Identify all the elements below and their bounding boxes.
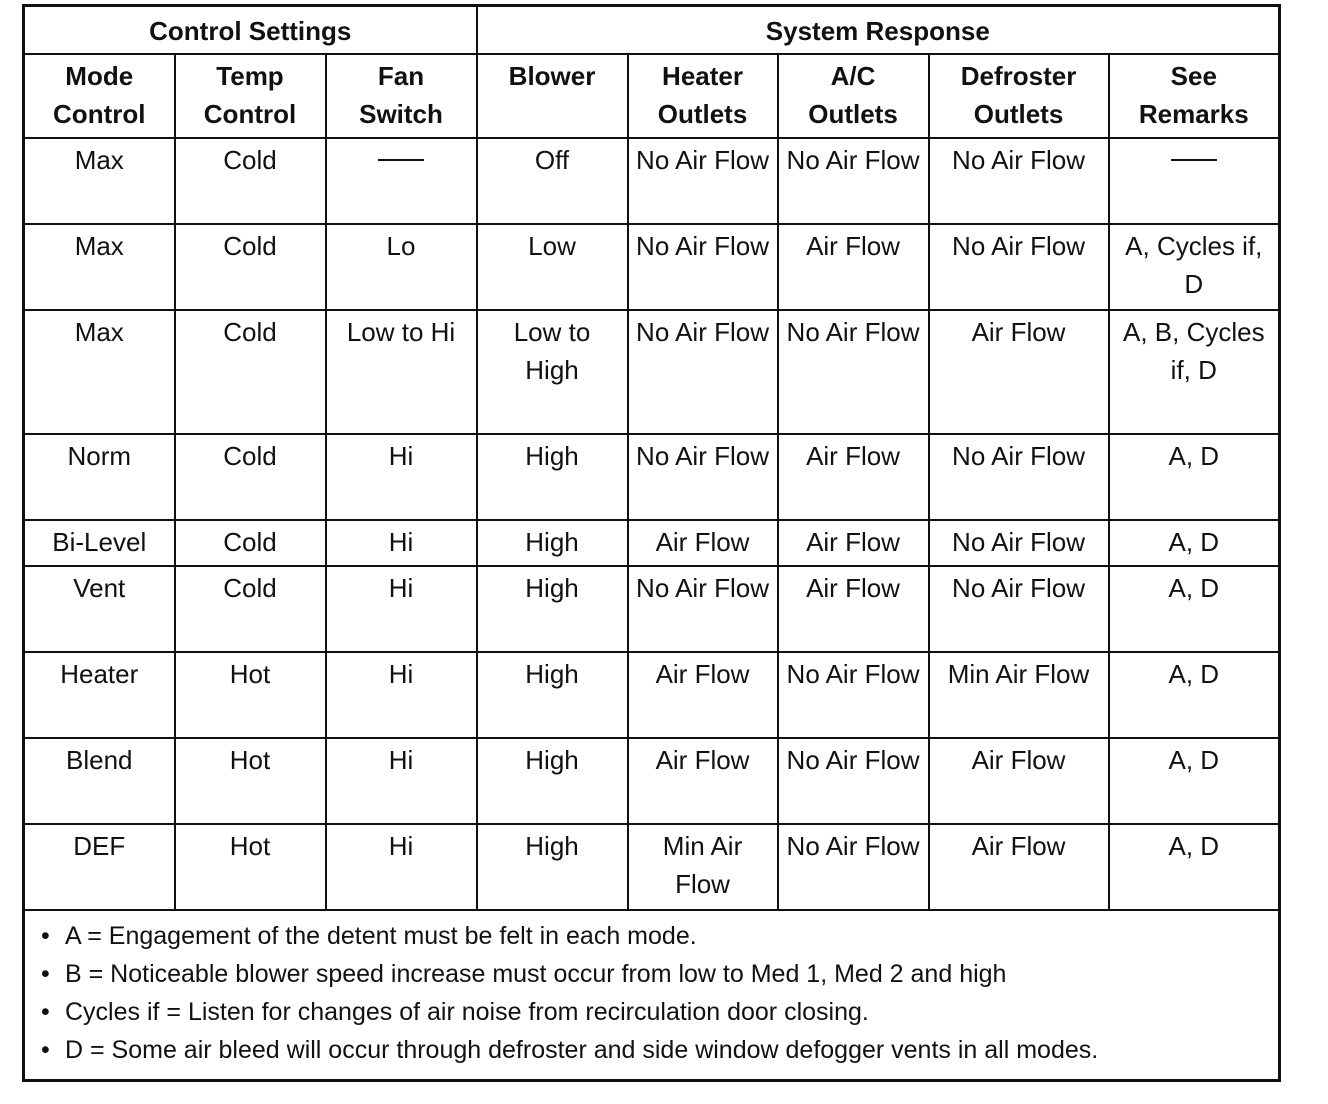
- table-cell: Cold: [175, 434, 326, 520]
- column-header-line: Blower: [508, 61, 596, 91]
- table-cell: No Air Flow: [628, 566, 778, 652]
- remarks-notes: [24, 910, 1280, 1081]
- table-body: [24, 138, 1280, 910]
- table-row: [24, 566, 1280, 652]
- remark-note: • A = Engagement of the detent must be felt in each mode.: [39, 917, 1264, 955]
- table-cell: Air Flow: [929, 824, 1109, 910]
- remark-note: • B = Noticeable blower speed increase must occur from low to Med 1, Med 2 and high: [39, 955, 1264, 993]
- table-cell: No Air Flow: [778, 138, 929, 224]
- remarks-list: [39, 917, 1264, 1069]
- table-cell: Hot: [175, 824, 326, 910]
- table-cell: A, D: [1109, 520, 1280, 566]
- column-header-line: Outlets: [657, 99, 748, 129]
- column-header-line: Control: [203, 99, 297, 129]
- column-header-line: Heater: [662, 61, 743, 91]
- table-row: [24, 310, 1280, 434]
- table-cell: No Air Flow: [778, 824, 929, 910]
- notes-row: [24, 910, 1280, 1081]
- column-header-line: See: [1170, 61, 1217, 91]
- column-header-line: Outlets: [808, 99, 898, 129]
- control-settings-table-container: [22, 4, 1278, 1082]
- column-header: [628, 54, 778, 138]
- table-cell: No Air Flow: [929, 224, 1109, 310]
- control-settings-table: [22, 4, 1281, 1082]
- table-cell: A, D: [1109, 566, 1280, 652]
- group-header-control-settings: Control Settings: [24, 6, 477, 55]
- column-header: [24, 54, 175, 138]
- table-cell: Min Air Flow: [628, 824, 778, 910]
- table-cell: No Air Flow: [929, 434, 1109, 520]
- table-cell: Max: [24, 310, 175, 434]
- blank-dash: [378, 141, 424, 161]
- group-header-row: [24, 6, 1280, 55]
- table-cell: No Air Flow: [628, 138, 778, 224]
- table-cell: DEF: [24, 824, 175, 910]
- column-header-line: Mode: [65, 61, 134, 91]
- table-cell: No Air Flow: [778, 652, 929, 738]
- table-cell: [1109, 138, 1280, 224]
- table-cell: Hi: [326, 824, 477, 910]
- table-cell: Max: [24, 224, 175, 310]
- table-row: [24, 434, 1280, 520]
- column-header-line: Remarks: [1138, 99, 1249, 129]
- table-cell: No Air Flow: [929, 520, 1109, 566]
- table-cell: Air Flow: [929, 310, 1109, 434]
- table-cell: A, B, Cycles if, D: [1109, 310, 1280, 434]
- table-cell: [326, 138, 477, 224]
- table-cell: Vent: [24, 566, 175, 652]
- remark-note: • D = Some air bleed will occur through defroster and side window defogger vents in all modes.: [39, 1031, 1264, 1069]
- column-header-line: Defroster: [960, 61, 1077, 91]
- table-row: [24, 652, 1280, 738]
- table-cell: No Air Flow: [628, 434, 778, 520]
- column-header: [175, 54, 326, 138]
- table-cell: Max: [24, 138, 175, 224]
- table-cell: Air Flow: [628, 738, 778, 824]
- table-row: [24, 138, 1280, 224]
- table-cell: A, D: [1109, 824, 1280, 910]
- table-cell: A, D: [1109, 652, 1280, 738]
- table-cell: No Air Flow: [628, 310, 778, 434]
- table-cell: Air Flow: [778, 224, 929, 310]
- column-header: [477, 54, 628, 138]
- table-cell: Lo: [326, 224, 477, 310]
- table-cell: No Air Flow: [778, 738, 929, 824]
- column-header: [778, 54, 929, 138]
- table-cell: Cold: [175, 224, 326, 310]
- column-header-line: Control: [53, 99, 146, 129]
- table-cell: A, Cycles if, D: [1109, 224, 1280, 310]
- table-cell: Low to High: [477, 310, 628, 434]
- table-cell: Low to Hi: [326, 310, 477, 434]
- table-cell: High: [477, 652, 628, 738]
- column-header-line: Switch: [359, 99, 443, 129]
- column-header: [326, 54, 477, 138]
- blank-dash: [1171, 141, 1217, 161]
- table-cell: Cold: [175, 310, 326, 434]
- table-cell: Cold: [175, 520, 326, 566]
- table-cell: High: [477, 566, 628, 652]
- column-header-line: A/C: [830, 61, 876, 91]
- table-cell: Air Flow: [628, 652, 778, 738]
- table-cell: No Air Flow: [929, 138, 1109, 224]
- table-cell: Hi: [326, 738, 477, 824]
- table-cell: Hi: [326, 652, 477, 738]
- table-cell: Heater: [24, 652, 175, 738]
- table-cell: Hi: [326, 566, 477, 652]
- table-cell: Air Flow: [929, 738, 1109, 824]
- column-header-line: Fan: [377, 61, 425, 91]
- table-cell: High: [477, 738, 628, 824]
- column-header-line: Temp: [216, 61, 284, 91]
- group-header-system-response: System Response: [477, 6, 1280, 55]
- table-cell: Off: [477, 138, 628, 224]
- table-cell: Air Flow: [628, 520, 778, 566]
- table-cell: Hi: [326, 520, 477, 566]
- table-cell: Air Flow: [778, 520, 929, 566]
- remark-note: • Cycles if = Listen for changes of air noise from recirculation door closing.: [39, 993, 1264, 1031]
- table-cell: High: [477, 434, 628, 520]
- table-cell: Air Flow: [778, 434, 929, 520]
- table-cell: High: [477, 520, 628, 566]
- table-cell: Hot: [175, 738, 326, 824]
- column-header-row: [24, 54, 1280, 138]
- table-cell: Norm: [24, 434, 175, 520]
- table-cell: Air Flow: [778, 566, 929, 652]
- table-cell: Hi: [326, 434, 477, 520]
- table-cell: Min Air Flow: [929, 652, 1109, 738]
- column-header: [929, 54, 1109, 138]
- table-cell: Cold: [175, 566, 326, 652]
- table-row: [24, 738, 1280, 824]
- table-cell: Bi-Level: [24, 520, 175, 566]
- table-cell: No Air Flow: [778, 310, 929, 434]
- table-cell: Hot: [175, 652, 326, 738]
- table-cell: A, D: [1109, 434, 1280, 520]
- table-row: [24, 824, 1280, 910]
- table-cell: High: [477, 824, 628, 910]
- table-cell: Cold: [175, 138, 326, 224]
- table-cell: Blend: [24, 738, 175, 824]
- table-cell: Low: [477, 224, 628, 310]
- column-header: [1109, 54, 1280, 138]
- table-row: [24, 520, 1280, 566]
- table-cell: No Air Flow: [929, 566, 1109, 652]
- table-cell: A, D: [1109, 738, 1280, 824]
- column-header-line: Outlets: [973, 99, 1064, 129]
- table-row: [24, 224, 1280, 310]
- table-cell: No Air Flow: [628, 224, 778, 310]
